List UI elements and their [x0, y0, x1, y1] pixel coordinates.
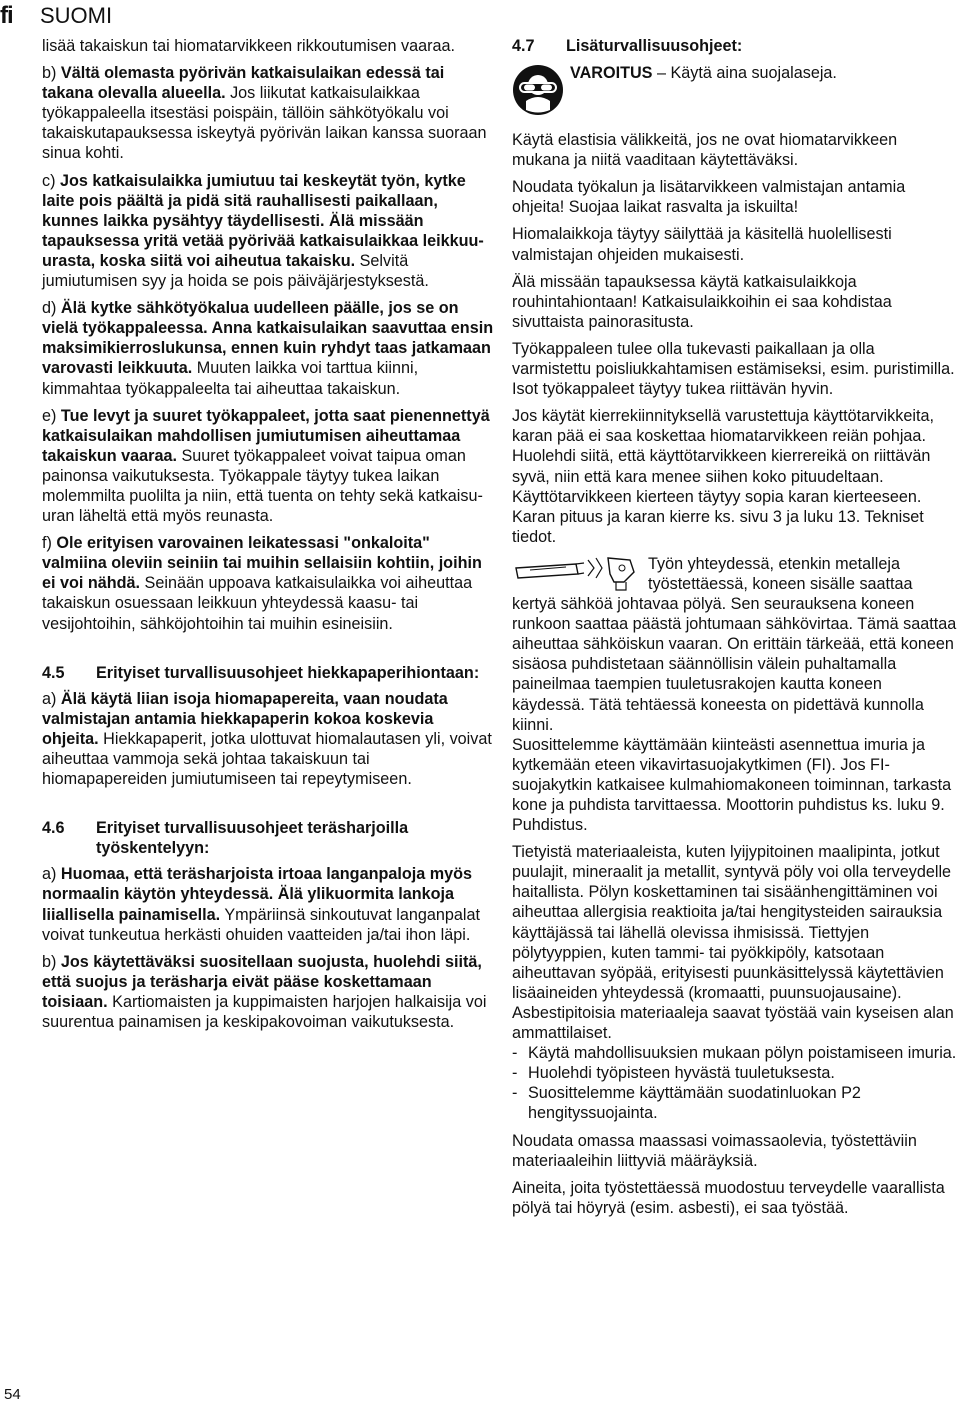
left-column [42, 36, 494, 1039]
list-item [512, 1043, 958, 1063]
cleaning-paragraph [512, 554, 958, 735]
item-bold-text: Huomaa, että teräsharjoista irtoaa langanpaloja myös normaalin käytön yhteydessä. Älä ylikuormita lankoja liiallisella painamisella. [42, 865, 473, 924]
safety-goggles-icon [512, 64, 564, 116]
bullet-dash: - [512, 1044, 518, 1063]
item-label: a) [42, 865, 61, 884]
paragraph: Suosittelemme käyttämään kiinteästi asennettua imuria ja kytkemään eteen vikavirtasuojakytkimen (FI). Jos FI-suojakytkin katkaisee kulmahiomakoneen toiminnan, tarkasta kone ja puhdista tarvittaessa. Moottorin puhdistus ks. luku 9. Puhdistus. [512, 735, 952, 835]
section-heading-4-5 [42, 663, 494, 683]
paragraph: Käytä elastisia välikkeitä, jos ne ovat hiomatarvikkeen mukana ja niitä vaaditaan käytettäväksi. [512, 131, 898, 170]
paragraph: Aineita, joita työstettäessä muodostuu terveydelle vaarallista pölyä tai höyryä (esim. asbesti), ei saa työstää. [512, 1178, 945, 1217]
item-label: e) [42, 406, 61, 425]
bullet-dash: - [512, 1084, 518, 1103]
section-number: 4.7 [512, 37, 535, 55]
section-title: Erityiset turvallisuusohjeet hiekkapaperihiontaan: [96, 663, 480, 682]
paragraph: Noudata omassa maassasi voimassaolevia, työstettäviin materiaaleihin liittyviä määräyksiä. [512, 1131, 917, 1170]
paragraph: Jos käytät kierrekiinnityksellä varustettuja käyttötarvikkeita, karan pää ei saa koskettaa hiomatarvikkeen reiän pohjaa. Huolehdi siitä, että käyttötarvikkeen kierrereikä on riittävän syvä, niin että kara menee siihen koko pituudeltaan. Käyttötarvikkeen kierteen täytyy sopia karan kierteeseen. Karan pituus ja karan kierre ks. sivu 3 ja luku 13. Tekniset tiedot. [512, 407, 934, 546]
item-label: f) [42, 534, 57, 553]
item-4-6-a [42, 864, 494, 944]
paragraph: Työkappaleen tulee olla tukevasti paikallaan ja olla varmistettu poisliukkahtamisen estämiseksi, esim. puristimilla. Isot työkappaleet täytyy tukea riittävän hyvin. [512, 339, 955, 399]
item-text: Seinään uppoava katkaisulaikka voi aiheuttaa takaiskun osuessaan leikkuun yhteydessä kaasu- tai vesijohtoihin, sähköjohtoihin tai muihin esineisiin. [42, 574, 473, 633]
compressed-air-cleaning-icon [512, 552, 638, 594]
paragraph: Tietyistä materiaaleista, kuten lyijypitoinen maalipinta, jotkut puulajit, mineraalit ja metallit, syntyvä pöly voi olla terveydelle haitallista. Pölyn koskettaminen tai sisäänhengittäminen voi aiheuttaa allergisia reaktioita ja/tai hengitysteiden sairauksia käyttäjässä tai lähellä olevissa ihmisissä. Tiettyjen pölytyyppien, kuten tammi- tai pyökkipöly, katsotaan aiheuttavan syöpää, erityisesti puunkäsittelyssä käytettävien lisäaineiden yhteydessä (kromaatti, puunsuojausaine). Asbestipitoisia materiaaleja saavat työstää vain kyseisen alan ammattilaiset. [512, 843, 954, 1043]
item-d [42, 298, 494, 398]
item-bold-text: Jos käytettäväksi suositellaan suojusta, huolehdi siitä, että suojus ja teräsharja eivät pääse koskettamaan toisiaan. [42, 952, 482, 1011]
bullet-list [512, 1043, 958, 1123]
paragraph [42, 36, 494, 56]
item-text: Muuten laikka voi tarttua kiinni, kimmahtaa työkappaleelta tai aiheuttaa takaiskun. [42, 359, 419, 398]
item-label: c) [42, 171, 60, 190]
paragraph: Noudata työkalun ja lisätarvikkeen valmistajan antamia ohjeita! Suojaa laikat rasvalta ja iskuilta! [512, 178, 906, 217]
item-text: Ympäriinsä sinkoutuvat langanpalat voivat tunkeutua herkästi ohuiden vaatteiden ja/tai ihon läpi. [42, 905, 480, 944]
language-code: fi [0, 2, 13, 29]
bullet-dash: - [512, 1064, 518, 1083]
item-bold-text: Älä kytke sähkötyökalua uudelleen päälle, jos se on vielä työkappaleessa. Anna katkaisulaikan saavuttaa ensin maksimikierroslukunsa, ennen kuin ryhdyt taas jatkamaan varovasti leikkuuta. [42, 299, 494, 378]
item-bold-text: Jos katkaisulaikka jumiutuu tai keskeytät työn, kytke laite pois päältä ja pidä sitä rauhallisesti paikallaan, kunnes laikka pysähtyy täydellisesti. Älä missään tapauksessa yritä vetää pyörivää katkaisulaikkaa leikkuu-urasta, koska siitä voi aiheutua takaisku. [42, 171, 484, 270]
item-bold-text: Tue levyt ja suuret työkappaleet, jotta saat pienennettyä katkaisulaikan mahdollisen jumiutumisen aiheuttamaa takaiskun vaaraa. [42, 406, 490, 465]
item-label: a) [42, 689, 61, 708]
section-heading-4-7 [512, 36, 958, 56]
section-title: Erityiset turvallisuusohjeet teräsharjoilla työskentelyyn: [96, 819, 409, 858]
warning-block [512, 62, 958, 116]
item-label: b) [42, 64, 61, 83]
list-item-text: Käytä mahdollisuuksien mukaan pölyn poistamiseen imuria. [528, 1044, 957, 1063]
section-number: 4.6 [42, 819, 65, 838]
item-bold-text: Ole erityisen varovainen leikatessasi "onkaloita" valmiina oleviin seiniin tai muihin sellaisiin kohtiin, joihin ei voi nähdä. [42, 534, 482, 593]
section-number: 4.5 [42, 663, 65, 682]
item-text: Selvitä jumiutumisen syy ja hoida se pois päiväjärjestyksestä. [42, 251, 429, 291]
right-column [512, 36, 958, 1225]
item-e [42, 406, 494, 527]
item-text: Hiekkapaperit, jotka ulottuvat hiomalautasen yli, voivat aiheuttaa vammoja sekä johtaa takaiskuun tai hiomapapereiden jumiutumiseen tai repeytymiseen. [42, 729, 492, 789]
item-c [42, 171, 494, 292]
item-label: d) [42, 299, 61, 318]
paragraph-text: lisää takaiskun tai hiomatarvikkeen rikkoutumisen vaaraa. [42, 37, 455, 55]
item-text: Suuret työkappaleet voivat taipua oman painonsa vaikutuksesta. Työkappale täytyy tukea laikan molemmilta puolilta ja niin, että tuenta on tehty sekä katkaisu-uran läheltä että myös reunasta. [42, 446, 483, 526]
item-4-6-b [42, 952, 494, 1032]
item-b [42, 63, 494, 163]
section-heading-4-6 [42, 818, 494, 858]
list-item [512, 1083, 958, 1123]
item-f [42, 533, 494, 633]
item-4-5-a [42, 689, 494, 789]
paragraph: Älä missään tapauksessa käytä katkaisulaikkoja rouhintahiontaan! Katkaisulaikkoihin ei saa kohdistaa sivuttaista painorasitusta. [512, 272, 892, 331]
list-item-text: Suosittelemme käyttämään suodatinluokan P2 hengityssuojainta. [528, 1084, 861, 1123]
item-text: Kartiomaisten ja kuppimaisten harjojen halkaisija voi suurentua painamisen ja keskipakovoiman vaikutuksesta. [42, 992, 487, 1032]
item-label: b) [42, 952, 61, 971]
language-name: SUOMI [40, 3, 113, 28]
warning-text [570, 62, 837, 83]
list-item-text: Huolehdi työpisteen hyvästä tuuletuksesta. [528, 1064, 835, 1083]
paragraph-text: Työn yhteydessä, etenkin metalleja työstettäessä, koneen sisälle saattaa kertyä sähköä johtavaa pölyä. Sen seurauksena koneen runkoon saattaa päästä johtumaan sähkövirtaa. Tämä saattaa aiheuttaa sähköiskun vaaran. On erittäin tärkeää, että koneen sisäosa puhdistetaan säännöllisin välein puhaltamalla paineilmaa taempien tuuletusrakojen kautta koneen käydessä. Tätä tehtäessä koneesta on pidettävä kunnolla kiinni. [512, 554, 957, 734]
warning-message: – Käytä aina suojalaseja. [652, 64, 837, 83]
page-number: 54 [4, 1386, 21, 1403]
item-text: Jos liikutat katkaisulaikkaa työkappaleella itsestäsi poispäin, tällöin sähkötyökalu voi takaiskutapauksessa iskeytyä pyörivän laikan kanssa suoraan sinua kohti. [42, 84, 487, 163]
paragraph: Hiomalaikkoja täytyy säilyttää ja käsitellä huolellisesti valmistajan ohjeiden mukaisesti. [512, 225, 892, 264]
item-bold-text: Vältä olemasta pyörivän katkaisulaikan edessä tai takana olevalla alueella. [42, 64, 445, 103]
item-bold-text: Älä käytä liian isoja hiomapapereita, vaan noudata valmistajan antamia hiekkapaperin kokoa koskevia ohjeita. [42, 689, 448, 748]
section-title: Lisäturvallisuusohjeet: [566, 37, 743, 55]
warning-label: VAROITUS [570, 64, 653, 83]
list-item [512, 1063, 958, 1083]
